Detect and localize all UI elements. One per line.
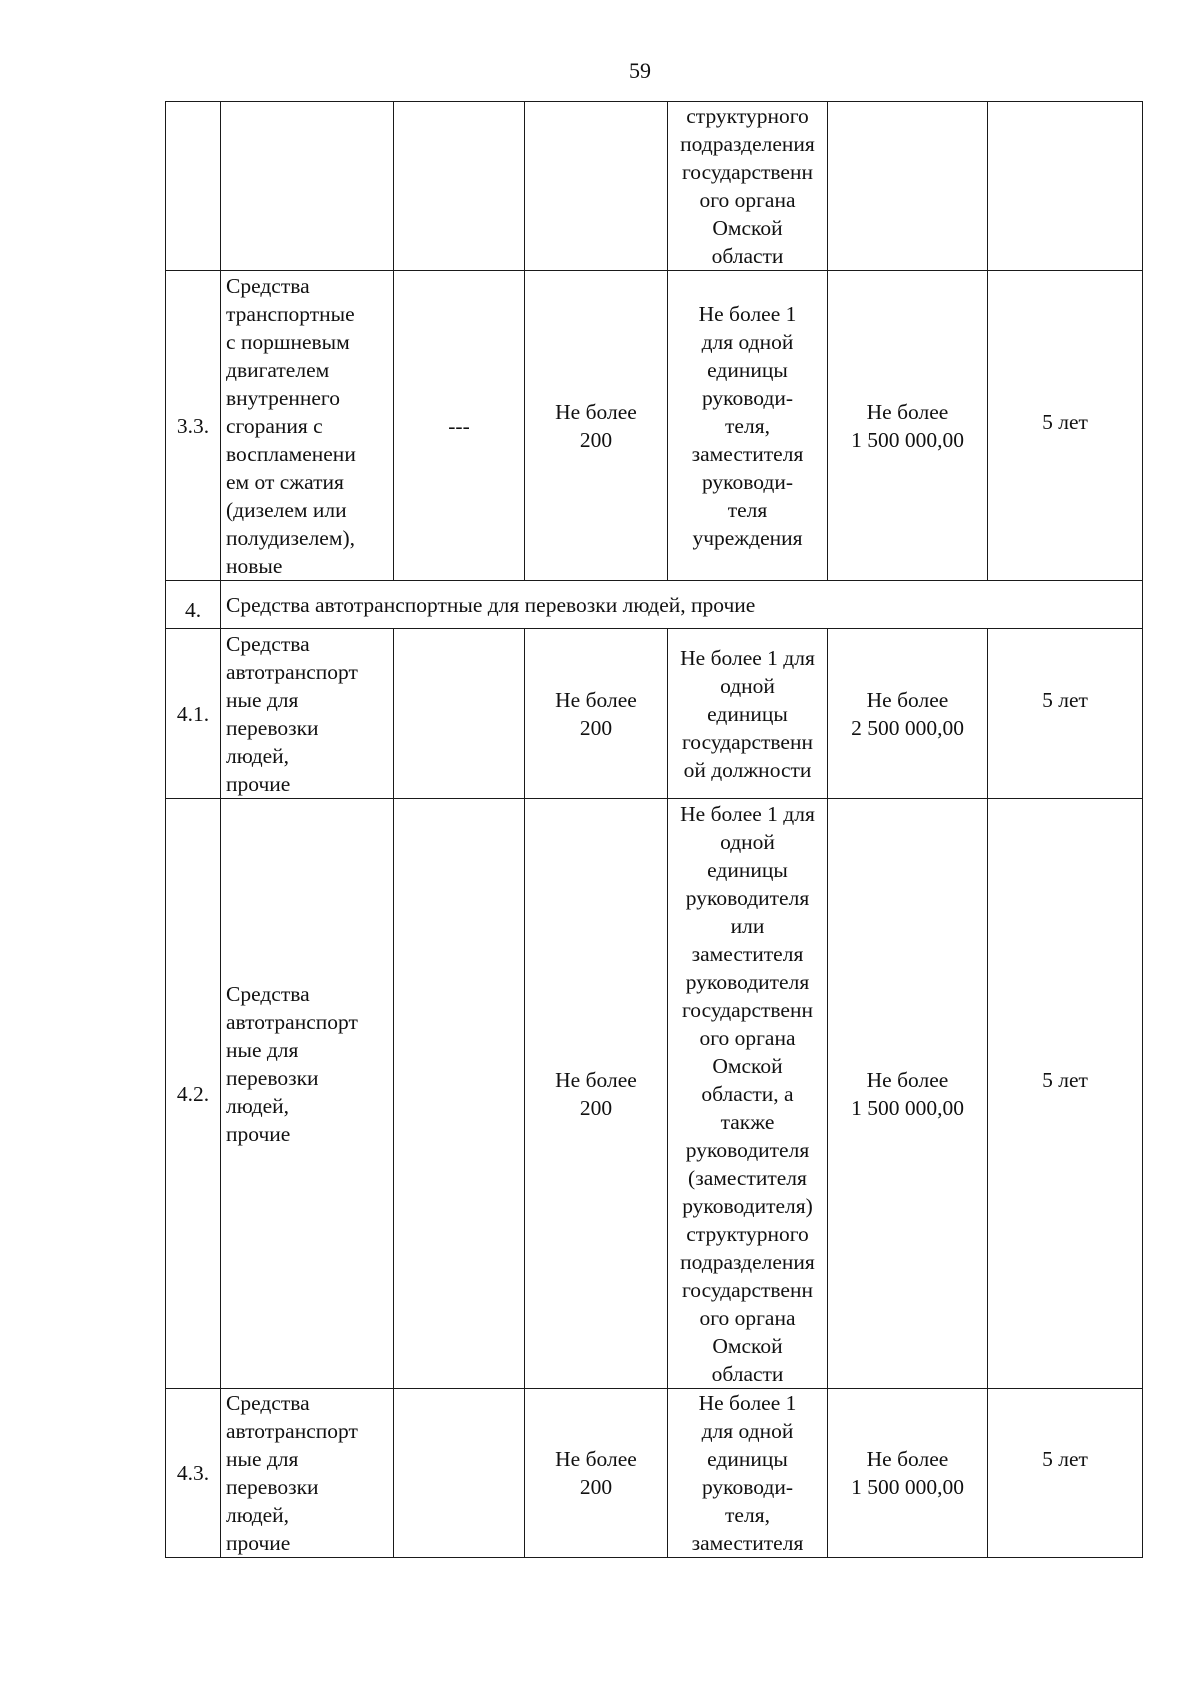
- text-line: для одной: [701, 329, 794, 354]
- text-line: области: [711, 1361, 784, 1386]
- item-name: [226, 1389, 388, 1557]
- text-line: Омской: [712, 1053, 783, 1078]
- text-line: транспортные: [226, 301, 355, 326]
- text-line: или: [730, 913, 765, 938]
- text-line: ные для: [226, 1447, 299, 1471]
- text-line: с поршневым: [226, 329, 350, 354]
- text-line: Средства: [226, 981, 310, 1006]
- position-cell: [668, 102, 828, 271]
- text-line: 1 500 000,00: [851, 1095, 964, 1120]
- text-line: теля: [727, 497, 768, 522]
- text-line: Не более 1 для: [680, 801, 815, 826]
- text-line: Не более: [866, 399, 949, 424]
- term-cell: [988, 799, 1143, 1389]
- text-line: руководи-: [701, 1475, 794, 1499]
- text-line: одной: [720, 673, 775, 698]
- text-line: 200: [579, 1095, 613, 1120]
- row-number-cell: [166, 581, 221, 629]
- text-line: заместителя: [691, 441, 804, 466]
- term-value: 5 лет: [1042, 409, 1088, 434]
- text-line: единицы: [707, 857, 788, 882]
- text-line: ого органа: [699, 1025, 796, 1050]
- text-line: двигателем: [226, 357, 330, 382]
- text-line: ой должности: [683, 757, 812, 782]
- text-line: прочие: [226, 771, 291, 796]
- item-name-cell: [221, 271, 394, 581]
- text-line: 200: [579, 715, 613, 740]
- text-line: государственн: [682, 1277, 813, 1302]
- text-line: людей,: [226, 1093, 290, 1118]
- text-line: ные для: [226, 687, 299, 712]
- price-cell: [828, 271, 988, 581]
- text-line: воспламенени: [226, 441, 356, 466]
- text-line: единицы: [707, 357, 788, 382]
- position-text: [673, 300, 822, 552]
- row-number: 4.3.: [176, 1461, 210, 1485]
- row-number-cell: [166, 799, 221, 1389]
- col3-value: ---: [448, 413, 470, 438]
- text-line: теля,: [725, 413, 770, 438]
- row-number-cell: [166, 271, 221, 581]
- price-value: [833, 1066, 982, 1122]
- item-name-cell: [221, 799, 394, 1389]
- text-line: автотранспорт: [226, 1009, 358, 1034]
- table-row: [166, 629, 1143, 799]
- text-line: Средства: [226, 273, 310, 298]
- text-line: Не более 1 для: [680, 645, 815, 670]
- text-line: заместителя: [691, 941, 804, 966]
- text-line: руководителя: [685, 885, 810, 910]
- term-value: 5 лет: [1042, 1067, 1088, 1092]
- price-cell: [828, 629, 988, 799]
- table-row: [166, 1389, 1143, 1558]
- term-value: 5 лет: [1042, 1447, 1088, 1471]
- term-value: 5 лет: [1042, 687, 1088, 712]
- text-line: области: [711, 244, 784, 268]
- text-line: 1 500 000,00: [851, 427, 964, 452]
- position-text: [673, 644, 822, 784]
- col3-cell: [394, 799, 525, 1389]
- text-line: полудизелем),: [226, 525, 355, 550]
- text-line: Не более 1: [698, 301, 797, 326]
- text-line: подразделения: [680, 132, 815, 156]
- text-line: ого органа: [699, 1305, 796, 1330]
- text-line: Средства: [226, 1391, 310, 1415]
- text-line: Не более: [866, 687, 949, 712]
- text-line: структурного: [686, 104, 809, 128]
- text-line: структурного: [686, 1221, 809, 1246]
- text-line: учреждения: [692, 525, 803, 550]
- text-line: перевозки: [226, 715, 319, 740]
- term-cell: [988, 271, 1143, 581]
- text-line: людей,: [226, 1503, 290, 1527]
- item-name-cell: [221, 629, 394, 799]
- row-number: 4.1.: [176, 701, 210, 726]
- power-value: [530, 398, 662, 454]
- term-cell: [988, 629, 1143, 799]
- col3-cell: [394, 629, 525, 799]
- position-text: [673, 800, 822, 1388]
- power-cell: [525, 102, 668, 271]
- table-row: [166, 102, 1143, 271]
- text-line: также: [720, 1109, 775, 1134]
- text-line: заместителя: [691, 1531, 804, 1555]
- price-cell: [828, 799, 988, 1389]
- col3-cell: [394, 1389, 525, 1558]
- power-value: [530, 1445, 662, 1501]
- text-line: Не более: [555, 1067, 637, 1092]
- text-line: государственн: [682, 997, 813, 1022]
- power-value: [530, 1066, 662, 1122]
- text-line: единицы: [707, 701, 788, 726]
- row-number-cell: [166, 102, 221, 271]
- item-name-cell: [221, 102, 394, 271]
- text-line: Не более: [866, 1067, 949, 1092]
- price-cell: [828, 1389, 988, 1558]
- row-number: 3.3.: [176, 413, 210, 438]
- text-line: одной: [720, 829, 775, 854]
- text-line: государственн: [682, 729, 813, 754]
- text-line: новые: [226, 553, 283, 578]
- text-line: перевозки: [226, 1065, 319, 1090]
- page-number: 59: [629, 58, 651, 83]
- position-cell: [668, 799, 828, 1389]
- text-line: ого органа: [699, 188, 796, 212]
- text-line: теля,: [725, 1503, 770, 1527]
- text-line: 200: [579, 1475, 613, 1499]
- text-line: ные для: [226, 1037, 299, 1062]
- requirements-table: [165, 101, 1143, 1558]
- power-cell: [525, 271, 668, 581]
- position-cell: [668, 1389, 828, 1558]
- text-line: (заместителя: [688, 1165, 807, 1190]
- text-line: для одной: [701, 1419, 794, 1443]
- position-cell: [668, 271, 828, 581]
- row-number-cell: [166, 1389, 221, 1558]
- term-cell: [988, 102, 1143, 271]
- text-line: Омской: [712, 1333, 783, 1358]
- text-line: руководителя: [685, 1137, 810, 1162]
- text-line: Не более: [866, 1447, 949, 1471]
- text-line: 2 500 000,00: [851, 715, 964, 740]
- text-line: автотранспорт: [226, 1419, 358, 1443]
- text-line: государственн: [682, 160, 813, 184]
- item-name-cell: [221, 1389, 394, 1558]
- power-value: [530, 686, 662, 742]
- power-cell: [525, 629, 668, 799]
- term-cell: [988, 1389, 1143, 1558]
- text-line: внутреннего: [226, 385, 340, 410]
- text-line: руководи-: [701, 385, 794, 410]
- price-value: [833, 686, 982, 742]
- position-cell: [668, 629, 828, 799]
- text-line: ем от сжатия: [226, 469, 344, 494]
- text-line: перевозки: [226, 1475, 319, 1499]
- text-line: сгорания с: [226, 413, 323, 438]
- text-line: единицы: [707, 1447, 788, 1471]
- text-line: подразделения: [680, 1249, 815, 1274]
- text-line: руководи-: [701, 469, 794, 494]
- text-line: (дизелем или: [226, 497, 347, 522]
- item-name: [226, 630, 388, 798]
- text-line: прочие: [226, 1121, 291, 1146]
- section-row: [166, 581, 1143, 629]
- text-line: Средства: [226, 631, 310, 656]
- table-row: [166, 271, 1143, 581]
- text-line: руководителя): [682, 1193, 813, 1218]
- text-line: 200: [579, 427, 613, 452]
- power-cell: [525, 799, 668, 1389]
- position-text: [673, 102, 822, 270]
- text-line: прочие: [226, 1531, 291, 1555]
- text-line: области, а: [701, 1081, 794, 1106]
- text-line: Не более: [555, 399, 637, 424]
- text-line: Не более: [555, 687, 637, 712]
- row-number: 4.: [184, 598, 202, 622]
- text-line: автотранспорт: [226, 659, 358, 684]
- text-line: Не более 1: [698, 1391, 797, 1415]
- price-cell: [828, 102, 988, 271]
- col3-cell: [394, 271, 525, 581]
- table-row: [166, 799, 1143, 1389]
- price-value: [833, 1445, 982, 1501]
- text-line: Омской: [712, 216, 783, 240]
- section-title: Средства автотранспортные для перевозки людей, прочие: [226, 592, 756, 617]
- item-name: [226, 272, 388, 580]
- row-number: 4.2.: [176, 1081, 210, 1106]
- power-cell: [525, 1389, 668, 1558]
- section-title-cell: [221, 581, 1143, 629]
- item-name: [226, 980, 388, 1148]
- text-line: руководителя: [685, 969, 810, 994]
- text-line: людей,: [226, 743, 290, 768]
- position-text: [673, 1389, 822, 1557]
- row-number-cell: [166, 629, 221, 799]
- text-line: 1 500 000,00: [851, 1475, 964, 1499]
- col3-cell: [394, 102, 525, 271]
- text-line: Не более: [555, 1447, 637, 1471]
- price-value: [833, 398, 982, 454]
